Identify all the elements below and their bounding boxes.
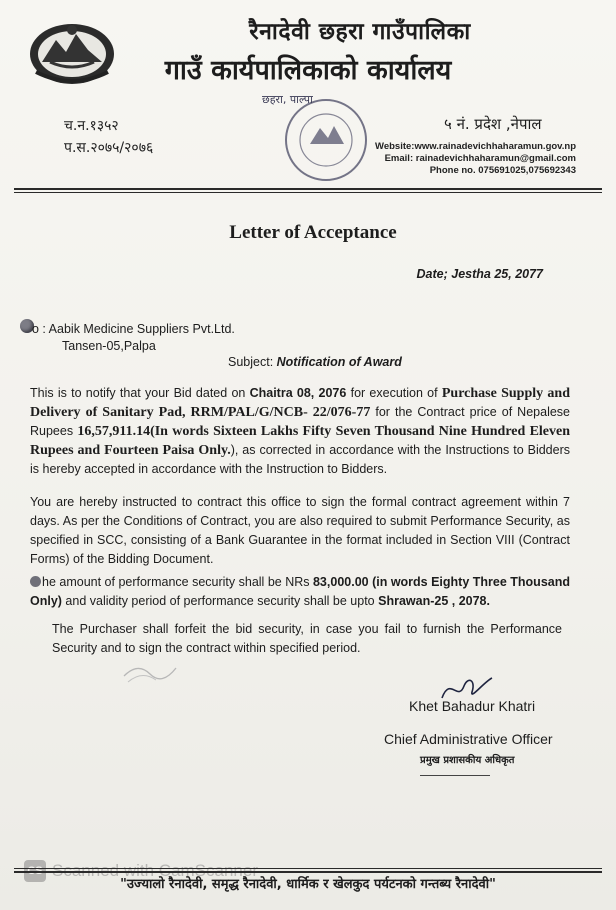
p3-text-b: and validity period of performance security shall be upto bbox=[61, 594, 379, 608]
signature-underline bbox=[420, 775, 490, 776]
validity-date: Shrawan-25 , 2078. bbox=[378, 594, 490, 608]
office-title-line2: गाउँ कार्यपालिकाको कार्यालय bbox=[164, 55, 452, 86]
subject-label: Subject: bbox=[228, 355, 277, 369]
signatory-name: Khet Bahadur Khatri bbox=[409, 698, 536, 714]
letter-heading: Letter of Acceptance bbox=[229, 222, 397, 243]
punch-hole-icon bbox=[30, 576, 41, 587]
recipient-block bbox=[32, 321, 235, 355]
phone-text: Phone no. 075691025,075692343 bbox=[429, 165, 576, 176]
footer-divider-thin bbox=[14, 868, 602, 869]
pencil-mark-icon bbox=[120, 658, 180, 688]
website-text: Website:www.rainadevichhaharamun.gov.np bbox=[375, 141, 576, 152]
signatory-title: Chief Administrative Officer bbox=[384, 731, 553, 747]
bid-date: Chaitra 08, 2076 bbox=[249, 386, 347, 400]
recipient-name: o : Aabik Medicine Suppliers Pvt.Ltd. bbox=[32, 322, 235, 336]
subject-value: Notification of Award bbox=[276, 355, 402, 369]
paragraph-instructions: You are hereby instructed to contract this office to sign the formal contract agreement within 7 days. As per the Conditions of Contract, you are also required to submit Performance Security, as specified in SCC, consisting of a Bank Guarantee in the format included in Section VIII (Contract Forms) of the Bidding Document. bbox=[30, 495, 570, 566]
email-text: Email: rainadevichhaharamun@gmail.com bbox=[384, 153, 576, 164]
p1-text-a: This is to notify that your Bid dated on bbox=[30, 386, 250, 400]
work-description: Purchase Supply and Delivery of Sanitary Pad, RRM/PAL/G/NCB- 22/076-77 bbox=[30, 386, 570, 420]
province-label: ५ नं. प्रदेश ,नेपाल bbox=[444, 115, 542, 133]
subject-line bbox=[228, 355, 402, 369]
seal-text: छहरा, पाल्पा bbox=[262, 93, 313, 106]
letter-date: Date; Jestha 25, 2077 bbox=[416, 267, 543, 281]
paragraph-award bbox=[30, 384, 570, 479]
paragraph-forfeit: The Purchaser shall forfeit the bid security, in case you fail to furnish the Performance Security and to sign the contract within specified period. bbox=[52, 622, 562, 655]
office-title-line1: रैनादेवी छहरा गाउँपालिका bbox=[249, 19, 471, 45]
p1-text-c: for the Contract price of Nepalese Rupees bbox=[30, 405, 570, 438]
header-divider-thin bbox=[14, 192, 602, 193]
fiscal-year: प.स.२०७५/२०७६ bbox=[64, 140, 154, 156]
contract-amount: 16,57,911.14(In words Sixteen Lakhs Fifty Seven Thousand Nine Hundred Eleven Rupees and Fourteen Paisa Only. bbox=[30, 424, 571, 458]
footer-divider bbox=[14, 871, 602, 873]
reference-number: च.न.१३५२ bbox=[64, 118, 119, 134]
paragraph-performance-security bbox=[30, 573, 570, 611]
header-divider bbox=[14, 188, 602, 190]
contact-block bbox=[375, 141, 576, 177]
footer-slogan: "उज्यालो रैनादेवी, समृद्ध रैनादेवी, धार्मिक र खेलकुद पर्यटनको गन्तब्य रैनादेवी" bbox=[120, 877, 496, 892]
nepal-emblem-icon bbox=[26, 18, 118, 88]
p1-text-b: for execution of bbox=[346, 386, 442, 400]
p1-text-d: ), as corrected in accordance with the Instructions to Bidders is hereby accepted in accordance with the Instruction to Bidders. bbox=[30, 443, 570, 476]
security-amount: 83,000.00 (in words Eighty Three Thousand Only) bbox=[30, 575, 570, 608]
recipient-address: Tansen-05,Palpa bbox=[62, 339, 156, 353]
p3-text-a: he amount of performance security shall be NRs bbox=[42, 575, 313, 589]
signatory-title-nepali: प्रमुख प्रशासकीय अधिकृत bbox=[420, 755, 515, 766]
